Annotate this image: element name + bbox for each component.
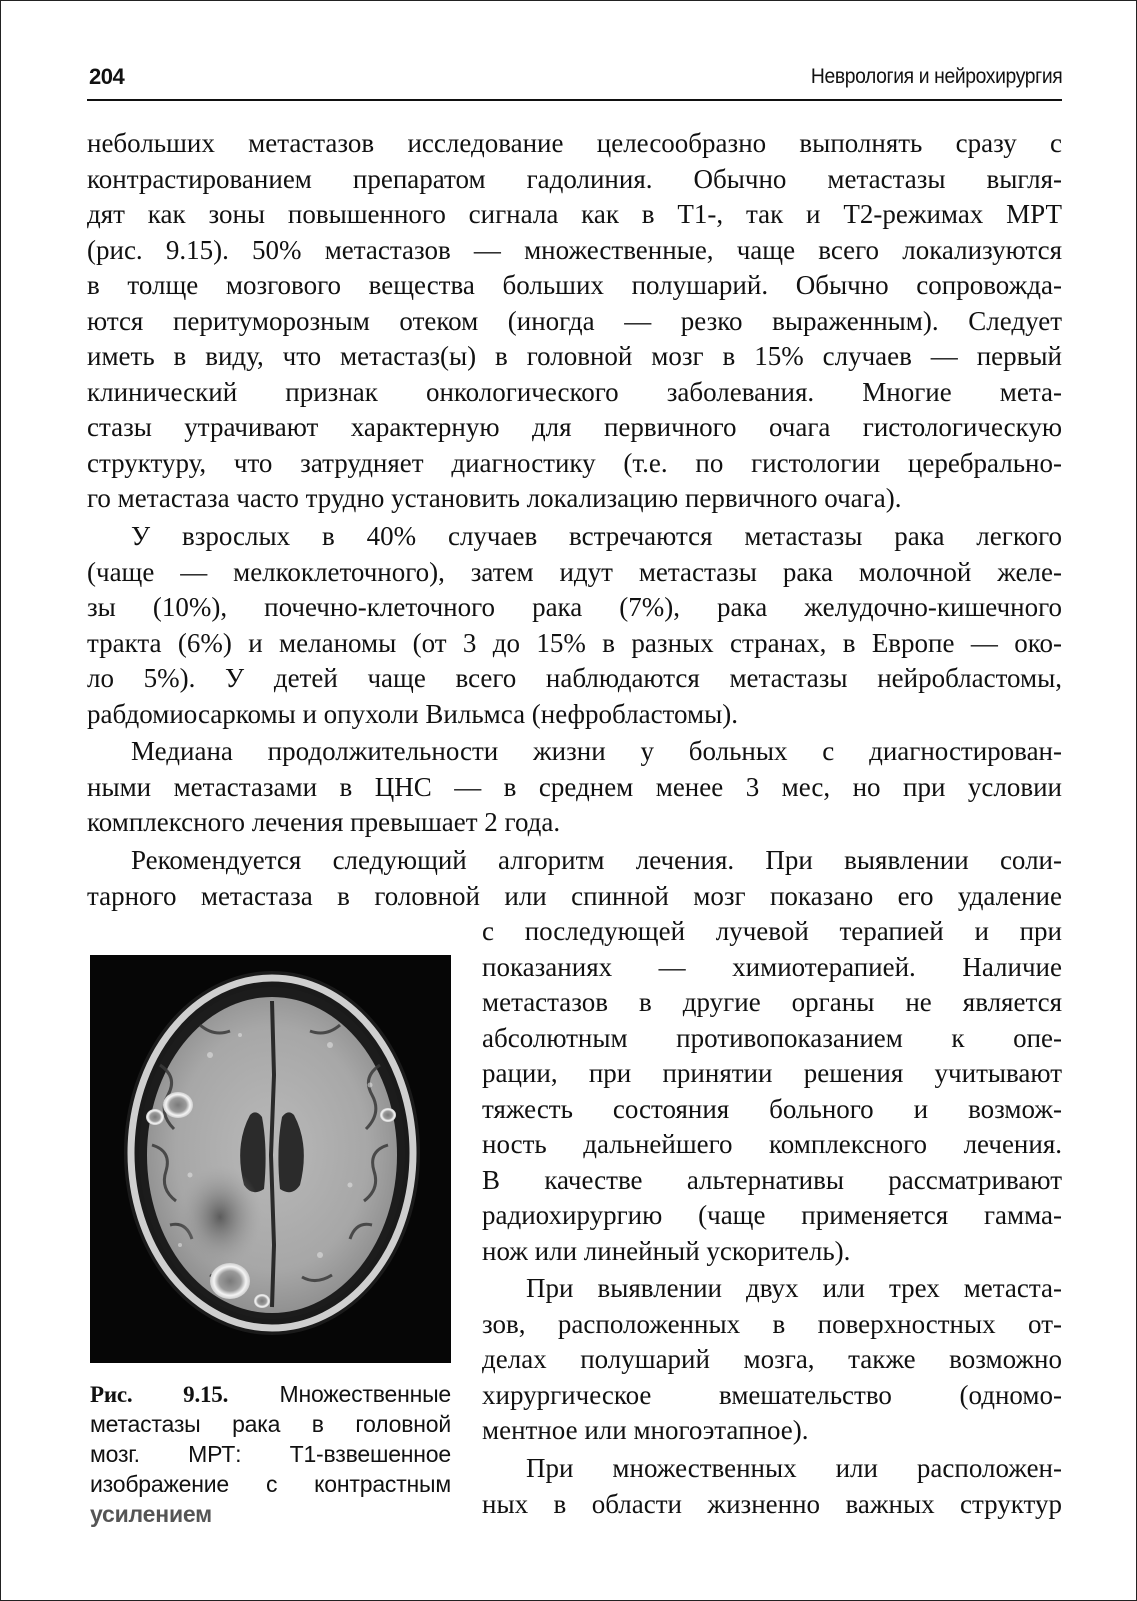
figure-caption-line: мозг. МРТ: Т1-взвешенное xyxy=(90,1441,451,1467)
body-line: тракта (6%) и меланомы (от 3 до 15% в разных странах, в Европе — око- xyxy=(87,627,1062,658)
column-line: В качестве альтернативы рассматривают xyxy=(482,1164,1062,1195)
body-line: Медиана продолжительности жизни у больных с диагностирован- xyxy=(131,736,1062,766)
column-line: ментное или многоэтапное). xyxy=(482,1415,809,1445)
caption-text: Множественные xyxy=(279,1381,451,1407)
body-line: рабдомиосаркомы и опухоли Вильмса (нефробластомы). xyxy=(87,698,738,729)
body-line: (рис. 9.15). 50% метастазов — множественные, чаще всего локализуются xyxy=(87,234,1062,265)
column-line: радиохирургию (чаще применяется гамма- xyxy=(482,1200,1062,1230)
figure-caption-line: усилением xyxy=(90,1501,212,1527)
body-line: иметь в виду, что метастаз(ы) в головной мозг в 15% случаев — первый xyxy=(87,341,1062,371)
body-line: ло 5%). У детей чаще всего наблюдаются метастазы нейробластомы, xyxy=(87,663,1062,693)
body-line: го метастаза часто трудно установить локализацию первичного очага). xyxy=(87,483,902,513)
column-line: При выявлении двух или трех метаста- xyxy=(526,1273,1062,1303)
column-line: зов, расположенных в поверхностных от- xyxy=(482,1308,1062,1339)
body-line: структуру, что затрудняет диагностику (т.е. по гистологии церебрально- xyxy=(87,447,1062,478)
body-line: стазы утрачивают характерную для первичного очага гистологическую xyxy=(87,412,1062,442)
column-line: ных в области жизненно важных структур xyxy=(482,1488,1062,1519)
body-line: клинический признак онкологического заболевания. Многие мета- xyxy=(87,376,1062,407)
body-line: дят как зоны повышенного сигнала как в Т1-, так и Т2-режимах МРТ xyxy=(87,199,1062,229)
column-line: показаниях — химиотерапией. Наличие xyxy=(482,951,1062,982)
column-line: метастазов в другие органы не является xyxy=(482,987,1062,1017)
body-line: ными метастазами в ЦНС — в среднем менее 3 мес, но при условии xyxy=(87,771,1062,802)
body-line: ются перитуморозным отеком (иногда — резко выраженным). Следует xyxy=(87,305,1062,336)
column-line: абсолютным противопоказанием к опе- xyxy=(482,1022,1062,1053)
column-line: рации, при принятии решения учитывают xyxy=(482,1058,1062,1088)
mri-brain-scan xyxy=(90,955,451,1363)
body-line: У взрослых в 40% случаев встречаются метастазы рака легкого xyxy=(131,521,1062,551)
body-line: зы (10%), почечно-клеточного рака (7%), рака желудочно-кишечного xyxy=(87,592,1062,622)
body-line: небольших метастазов исследование целесообразно выполнять сразу с xyxy=(87,128,1062,158)
figure-caption-line: изображение с контрастным xyxy=(90,1471,451,1497)
column-line: ность дальнейшего комплексного лечения. xyxy=(482,1129,1062,1159)
mri-brain-image xyxy=(90,955,451,1363)
page-header xyxy=(87,59,1062,101)
body-line: комплексного лечения превышает 2 года. xyxy=(87,807,561,837)
body-line: (чаще — мелкоклеточного), затем идут метастазы рака молочной желе- xyxy=(87,556,1062,587)
column-line: При множественных или расположен- xyxy=(526,1453,1062,1483)
running-title: Неврология и нейрохирургия xyxy=(810,65,1062,88)
column-line: с последующей лучевой терапией и при xyxy=(482,916,1062,946)
page-number: 204 xyxy=(89,64,125,89)
column-line: хирургическое вмешательство (одномо- xyxy=(482,1379,1062,1410)
body-line: тарного метастаза в головной или спинной мозг показано его удаление xyxy=(87,880,1062,911)
column-line: тяжесть состояния больного и возмож- xyxy=(482,1093,1062,1124)
figure-caption-line xyxy=(90,1379,451,1409)
body-line: Рекомендуется следующий алгоритм лечения. При выявлении соли- xyxy=(131,845,1062,875)
column-line: делах полушарий мозга, также возможно xyxy=(482,1344,1062,1374)
figure-caption-line: метастазы рака в головной xyxy=(90,1411,451,1437)
column-line: нож или линейный ускоритель). xyxy=(482,1235,851,1266)
figure-label: Рис. 9.15. xyxy=(90,1382,229,1407)
body-line: контрастированием препаратом гадолиния. Обычно метастазы выгля- xyxy=(87,163,1062,194)
body-line: в толще мозгового вещества больших полушарий. Обычно сопровожда- xyxy=(87,270,1062,300)
